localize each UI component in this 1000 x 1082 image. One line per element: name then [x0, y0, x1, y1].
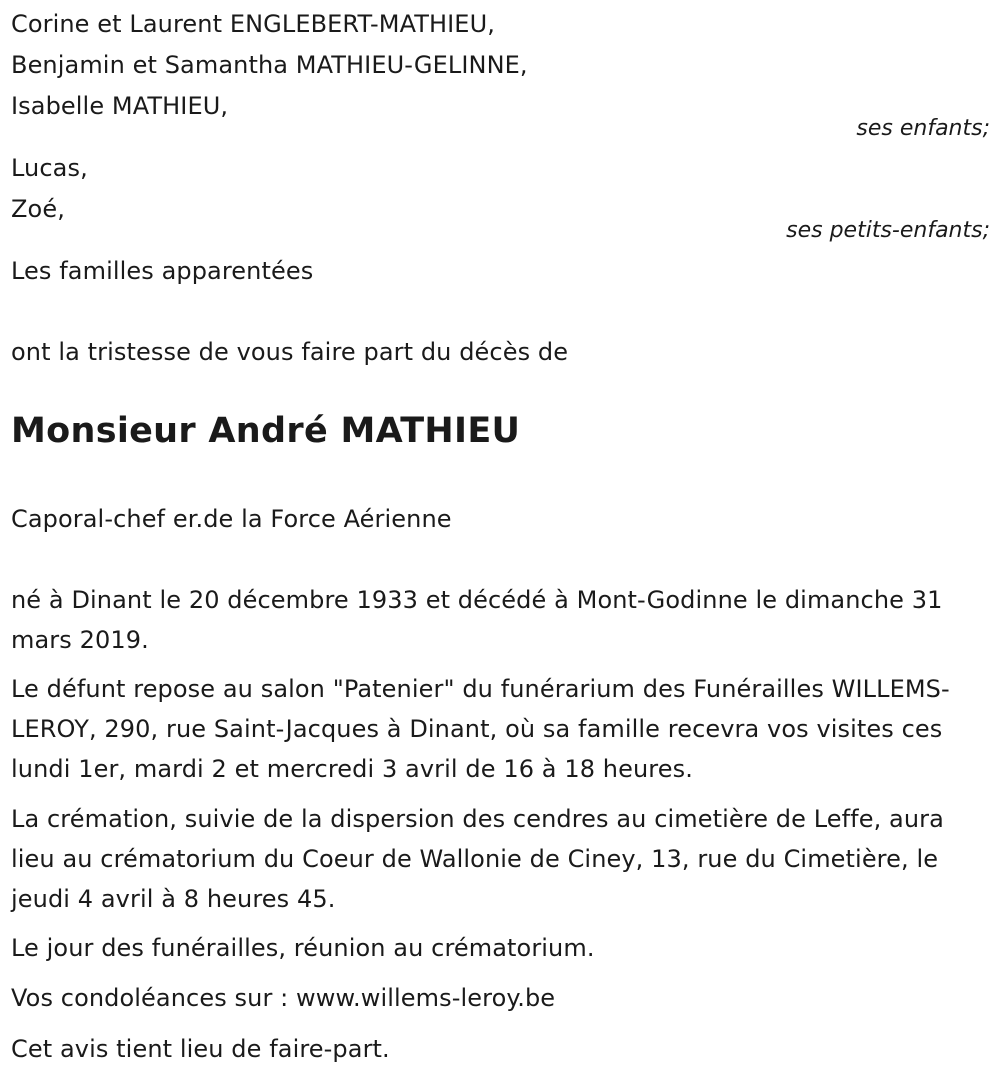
child-family-3: Isabelle MATHIEU, — [11, 92, 229, 120]
funeral-meeting-paragraph: Le jour des funérailles, réunion au crématorium. — [11, 934, 595, 962]
child-family-1: Corine et Laurent ENGLEBERT-MATHIEU, — [11, 10, 495, 38]
child-family-2: Benjamin et Samantha MATHIEU-GELINNE, — [11, 51, 528, 79]
grandchildren-role-label: ses petits-enfants; — [786, 218, 990, 243]
visitation-paragraph: Le défunt repose au salon "Patenier" du funérarium des Funérailles WILLEMS-LEROY, 290, rue Saint-Jacques à Dinant, où sa famille recevra vos visites ces lundi 1er, mardi 2 et mercredi 3 avril de 16 à 18 heures. — [11, 675, 950, 783]
children-role-label: ses enfants; — [856, 116, 990, 141]
announcement-line: ont la tristesse de vous faire part du décès de — [11, 338, 569, 366]
grandchild-2: Zoé, — [11, 195, 65, 223]
deceased-name: Monsieur André MATHIEU — [11, 411, 521, 451]
condolences-paragraph: Vos condoléances sur : www.willems-leroy.be — [11, 984, 556, 1012]
grandchild-1: Lucas, — [11, 154, 88, 182]
deceased-title: Caporal-chef er.de la Force Aérienne — [11, 505, 452, 533]
notice-paragraph: Cet avis tient lieu de faire-part. — [11, 1035, 390, 1063]
cremation-paragraph: La crémation, suivie de la dispersion des cendres au cimetière de Leffe, aura lieu au crématorium du Coeur de Wallonie de Ciney, 13, rue du Cimetière, le jeudi 4 avril à 8 heures 45. — [11, 805, 944, 913]
relatives-line: Les familles apparentées — [11, 257, 314, 285]
birth-death-paragraph: né à Dinant le 20 décembre 1933 et décédé à Mont-Godinne le dimanche 31 mars 2019. — [11, 586, 943, 654]
